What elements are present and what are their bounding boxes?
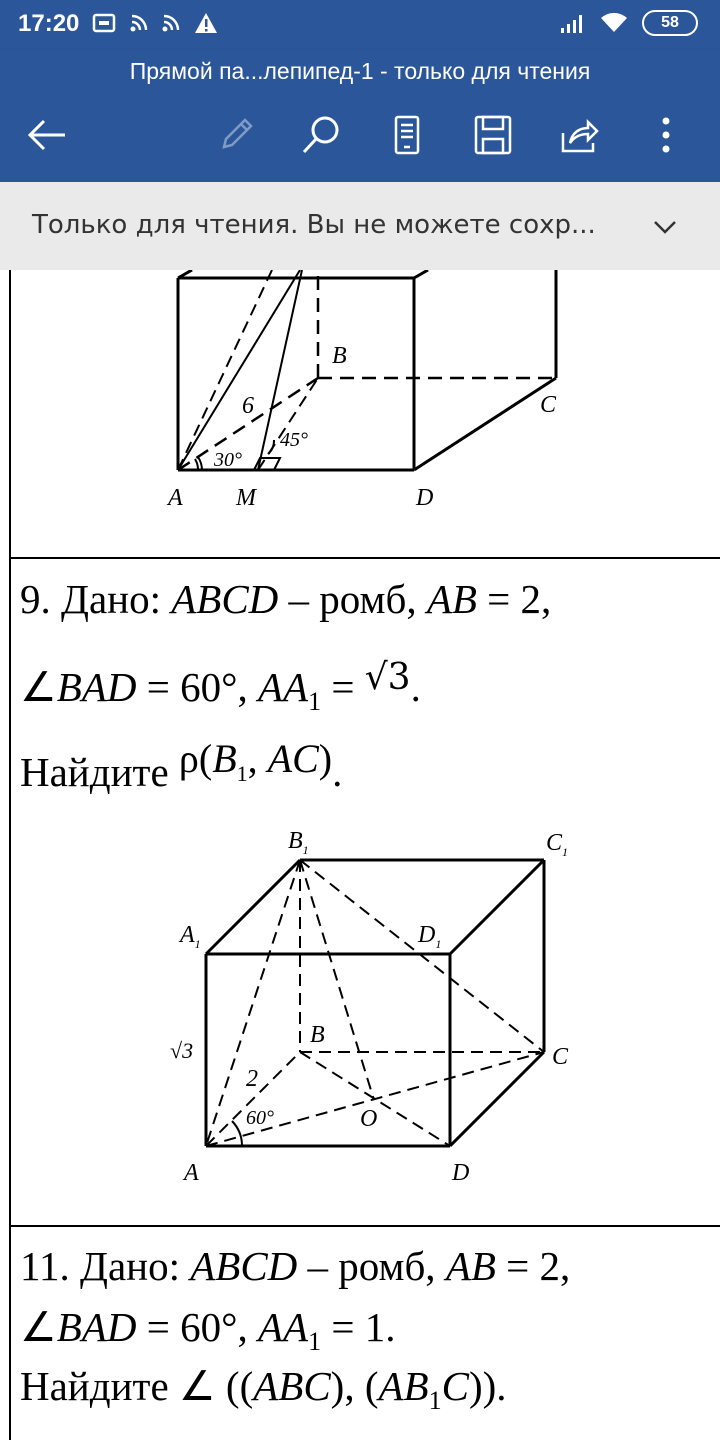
- text: .: [332, 749, 343, 795]
- system-icons: [560, 10, 698, 36]
- text: = 60°,: [136, 1304, 258, 1350]
- label-O: O: [360, 1106, 378, 1132]
- warning-icon: [194, 12, 218, 34]
- problem-11-line-3: [20, 1362, 507, 1416]
- text: ,: [247, 736, 268, 781]
- label-C: C: [552, 1044, 569, 1070]
- problem-9-line-1: [20, 575, 551, 623]
- read-only-infobar[interactable]: [0, 182, 720, 270]
- back-button[interactable]: [22, 110, 72, 160]
- signal-icon: [560, 12, 586, 34]
- text: B: [288, 828, 303, 854]
- label-angle-60: 60°: [246, 1107, 274, 1129]
- battery-level: 58: [661, 14, 679, 31]
- text: ∠: [20, 1304, 57, 1350]
- text: = 2,: [495, 1243, 571, 1289]
- text: √3: [364, 657, 411, 698]
- problem-11-line-1: [20, 1242, 570, 1290]
- label-C1: [546, 830, 568, 859]
- search-icon: [300, 114, 342, 156]
- label-D1: [417, 922, 441, 951]
- text: )).: [468, 1363, 507, 1409]
- text: AC: [267, 736, 319, 781]
- label-C: C: [540, 392, 557, 418]
- label-A: A: [168, 485, 183, 511]
- mobile-view-button[interactable]: [382, 110, 432, 160]
- text: ): [318, 736, 333, 781]
- text: 1: [562, 845, 569, 859]
- text: – ромб,: [278, 576, 427, 622]
- problem-11-line-2: [20, 1303, 395, 1357]
- status-time: 17:20: [18, 10, 80, 37]
- pencil-icon: [216, 115, 256, 155]
- text: ABCD: [171, 576, 279, 622]
- label-D: D: [452, 1160, 470, 1186]
- chevron-down-icon[interactable]: [650, 212, 680, 242]
- label-B: B: [332, 343, 347, 369]
- text: AB: [426, 576, 477, 622]
- text: 11. Дано:: [20, 1243, 191, 1289]
- figure-prism-8: [150, 270, 590, 540]
- label-sqrt3: √3: [170, 1038, 194, 1063]
- back-arrow-icon: [27, 118, 67, 152]
- edit-button[interactable]: [211, 110, 261, 160]
- text: 1: [302, 843, 309, 857]
- text: 1: [428, 1386, 442, 1416]
- label-A: A: [184, 1160, 199, 1186]
- more-vert-icon: [660, 115, 672, 155]
- app-header: [0, 50, 720, 182]
- figure-prism-9: [160, 818, 600, 1188]
- text: C: [546, 830, 563, 856]
- label-six: 6: [242, 393, 254, 419]
- status-bar: [0, 0, 720, 50]
- text: ABCD: [190, 1243, 298, 1289]
- text: ρ(: [178, 736, 213, 781]
- text: = 1.: [321, 1304, 396, 1350]
- label-M: M: [236, 485, 256, 511]
- label-two: 2: [246, 1066, 258, 1092]
- battery-indicator: [642, 10, 698, 36]
- text: AB: [378, 1363, 429, 1409]
- wifi-icon: [600, 12, 628, 34]
- text: AA: [258, 664, 309, 710]
- text: 9. Дано:: [20, 576, 172, 622]
- text: .: [410, 664, 421, 710]
- save-icon: [474, 115, 512, 155]
- share-button[interactable]: [554, 110, 604, 160]
- label-B1: [288, 828, 309, 857]
- problem-9-line-3: [20, 736, 343, 801]
- label-angle-30: 30°: [214, 449, 242, 471]
- text: ∠: [20, 664, 57, 710]
- text: = 2,: [476, 576, 552, 622]
- text: D: [418, 922, 436, 948]
- text: 1: [194, 937, 201, 951]
- text: B: [212, 736, 237, 781]
- text: = 60°,: [136, 664, 258, 710]
- table-left-border: [9, 270, 11, 1440]
- text: 1: [435, 937, 442, 951]
- share-icon: [559, 115, 599, 155]
- text: 1: [308, 687, 322, 717]
- document-title: Прямой па...лепипед-1 - только для чтения: [129, 58, 591, 84]
- more-options-button[interactable]: [641, 110, 691, 160]
- infobar-message: Только для чтения. Вы не можете сохр...: [32, 210, 596, 240]
- text: A: [180, 922, 195, 948]
- text: ABC: [253, 1363, 331, 1409]
- text: 1: [308, 1327, 322, 1357]
- text: AA: [258, 1304, 309, 1350]
- text: C: [441, 1363, 469, 1409]
- search-button[interactable]: [296, 110, 346, 160]
- text: 1: [236, 761, 248, 786]
- rss-icon: [130, 14, 148, 32]
- rss-icon-2: [162, 14, 180, 32]
- label-D: D: [416, 485, 434, 511]
- text: AB: [445, 1243, 496, 1289]
- text: Найдите ∠ ((: [20, 1363, 254, 1409]
- mobile-view-icon: [392, 115, 422, 155]
- label-A1: [178, 922, 201, 951]
- cast-icon: [92, 12, 116, 34]
- text: BAD: [56, 664, 137, 710]
- problem-9-line-2: [20, 657, 421, 717]
- text: ), (: [330, 1363, 379, 1409]
- table-divider-2: [9, 1225, 720, 1227]
- document-content[interactable]: [0, 270, 720, 1440]
- label-angle-45: 45°: [280, 429, 308, 451]
- text: – ромб,: [297, 1243, 446, 1289]
- label-B: B: [310, 1022, 325, 1048]
- text: =: [321, 664, 365, 710]
- save-button[interactable]: [468, 110, 518, 160]
- text: BAD: [56, 1304, 137, 1350]
- text: Найдите: [20, 749, 179, 795]
- notification-icons: [92, 12, 218, 34]
- table-divider-1: [9, 557, 720, 559]
